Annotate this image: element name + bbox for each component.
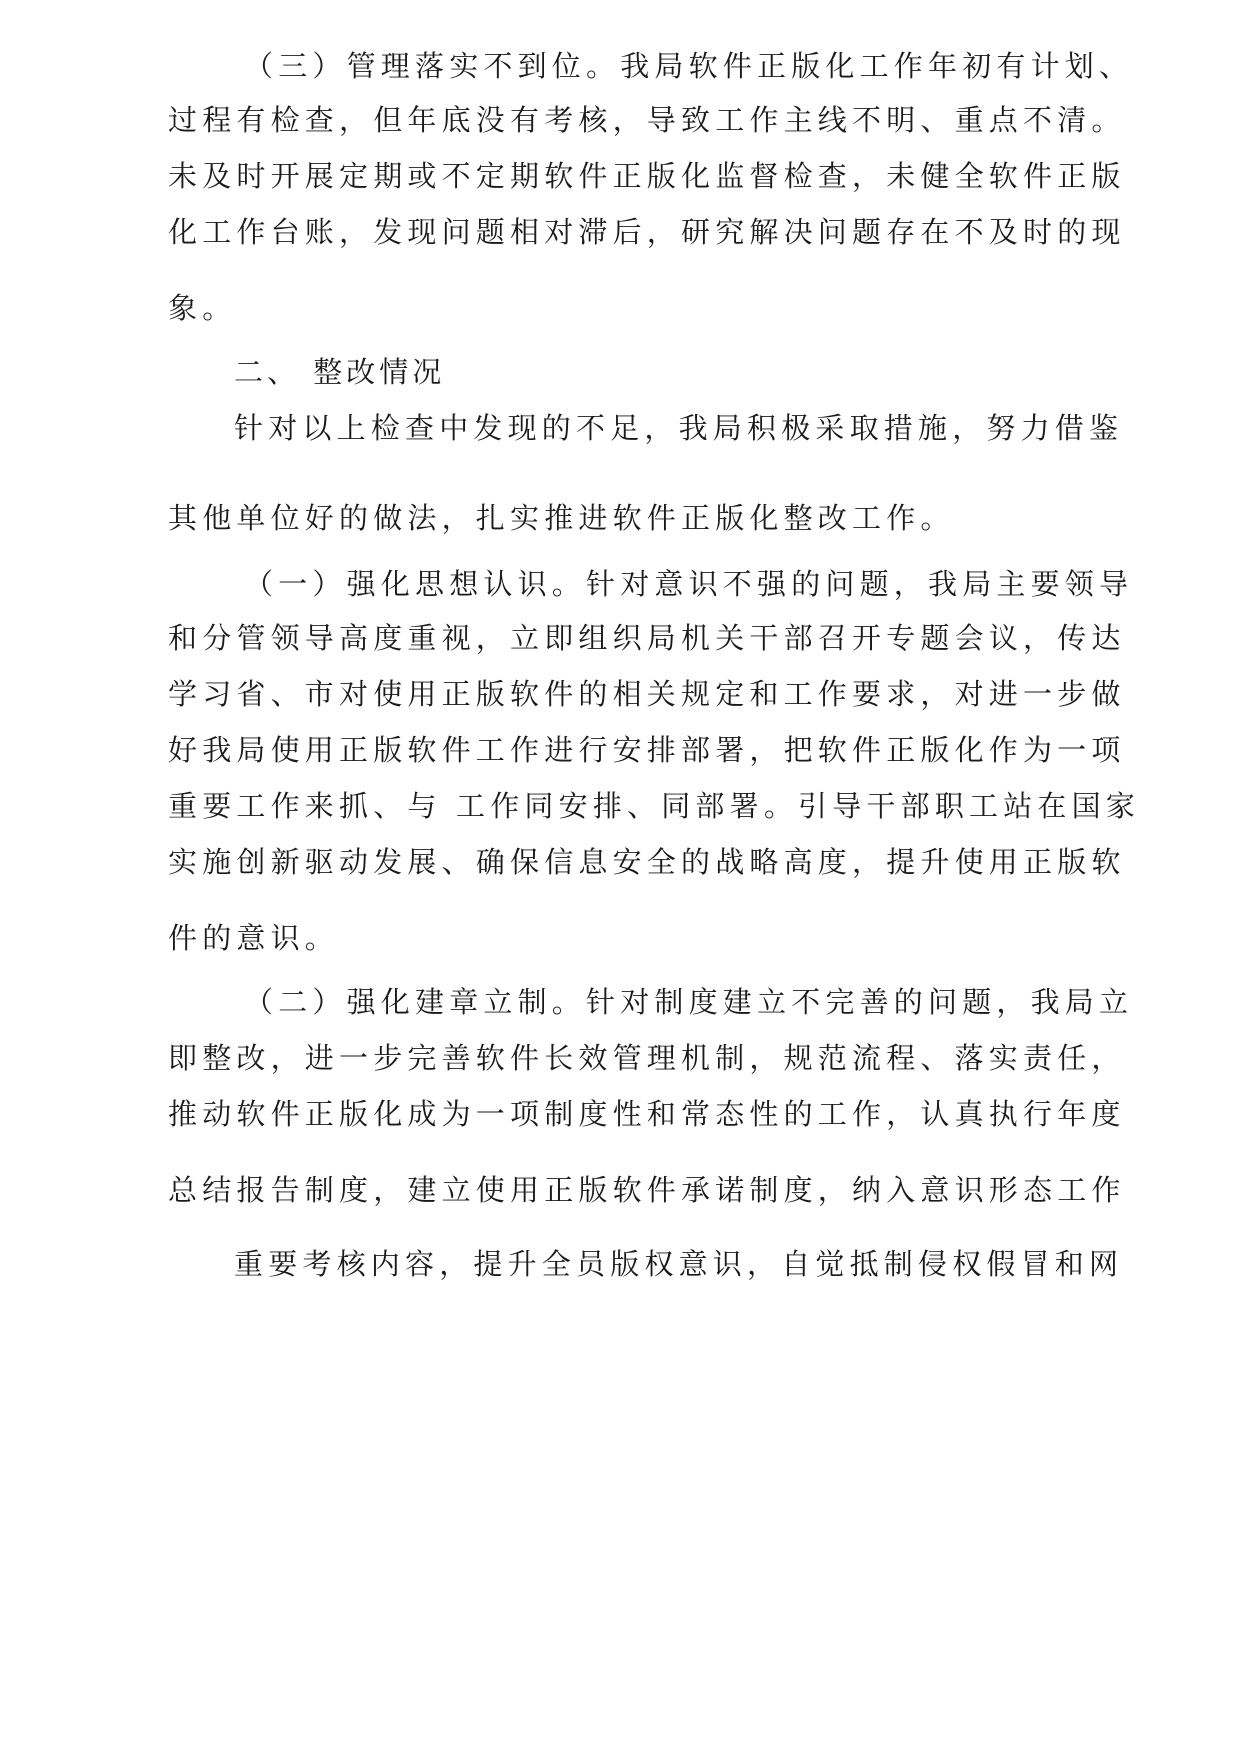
paragraph-line: 针对以上检查中发现的不足，我局积极采取措施，努力借鉴	[234, 411, 1124, 445]
paragraph-line: （三）管理落实不到位。我局软件正版化工作年初有计划、	[244, 49, 1134, 83]
paragraph-line: 化工作台账，发现问题相对滞后，研究解决问题存在不及时的现	[168, 215, 1126, 249]
paragraph-line: 象。	[168, 291, 237, 325]
paragraph-line: 好我局使用正版软件工作进行安排部署，把软件正版化作为一项	[168, 733, 1126, 767]
paragraph-line: 重要工作来抓、与 工作同安排、同部署。引导干部职工站在国家	[168, 789, 1141, 823]
paragraph-line: 即整改，进一步完善软件长效管理机制，规范流程、落实责任，	[168, 1041, 1126, 1075]
paragraph-line: 推动软件正版化成为一项制度性和常态性的工作，认真执行年度	[168, 1097, 1126, 1131]
paragraph-line: 其他单位好的做法，扎实推进软件正版化整改工作。	[168, 501, 955, 535]
paragraph-line: （一）强化思想认识。针对意识不强的问题，我局主要领导	[244, 567, 1134, 601]
paragraph-line: （二）强化建章立制。针对制度建立不完善的问题，我局立	[244, 985, 1134, 1019]
paragraph-line: 和分管领导高度重视，立即组织局机关干部召开专题会议，传达	[168, 621, 1126, 655]
paragraph-line: 未及时开展定期或不定期软件正版化监督检查，未健全软件正版	[168, 159, 1126, 193]
paragraph-line: 过程有检查，但年底没有考核，导致工作主线不明、重点不清。	[168, 103, 1126, 137]
paragraph-line: 实施创新驱动发展、确保信息安全的战略高度，提升使用正版软	[168, 845, 1126, 879]
section-heading: 二、 整改情况	[234, 355, 446, 389]
paragraph-line: 件的意识。	[168, 921, 340, 955]
paragraph-line: 学习省、市对使用正版软件的相关规定和工作要求，对进一步做	[168, 677, 1126, 711]
paragraph-line: 总结报告制度，建立使用正版软件承诺制度，纳入意识形态工作	[168, 1173, 1126, 1207]
paragraph-line: 重要考核内容，提升全员版权意识，自觉抵制侵权假冒和网	[234, 1247, 1124, 1281]
